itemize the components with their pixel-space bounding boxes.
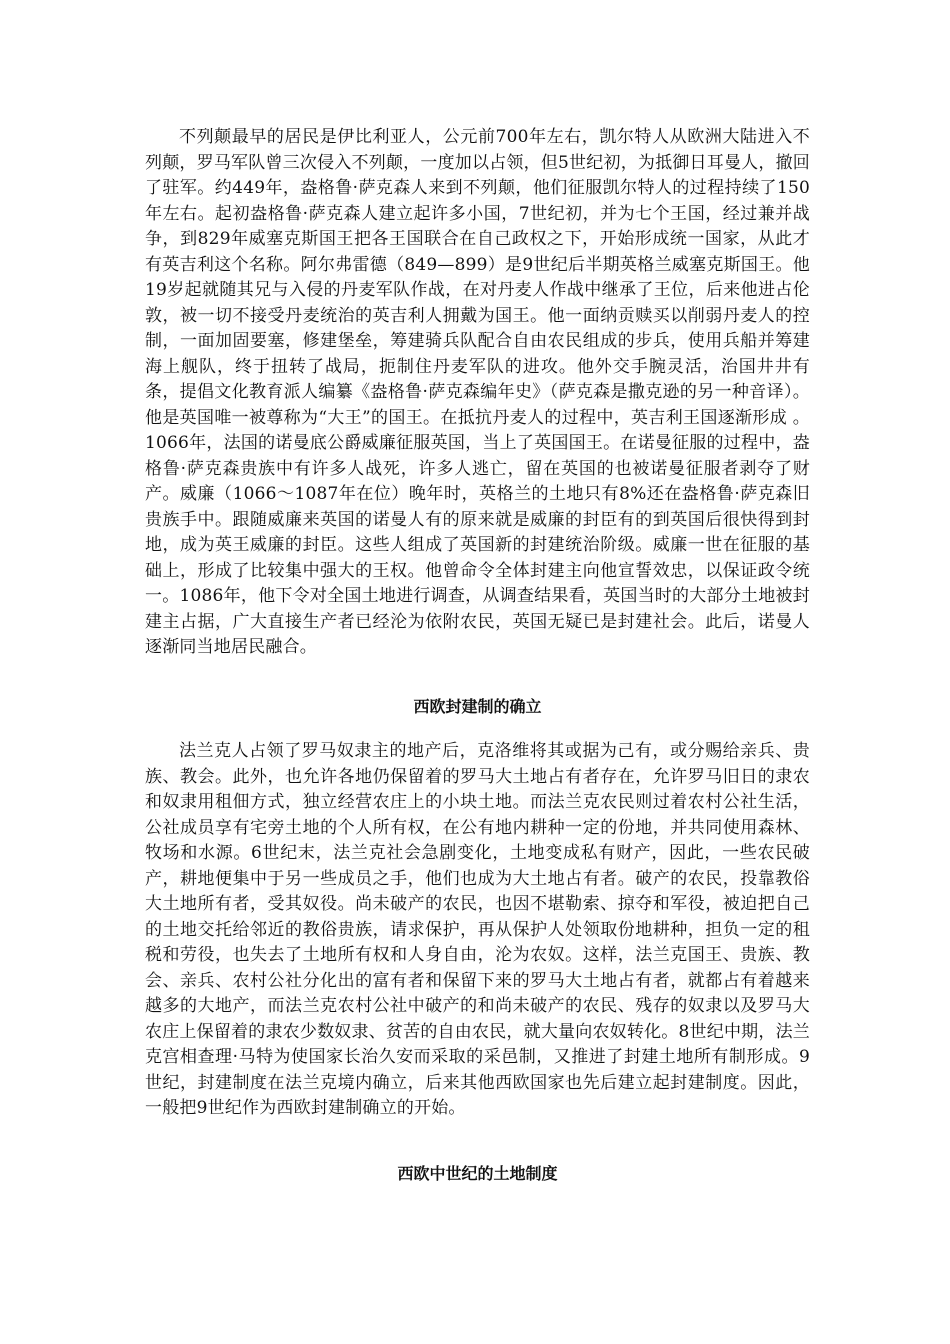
- section-heading-land-system: 西欧中世纪的土地制度: [397, 1164, 558, 1183]
- section-heading-feudalism-establishment: 西欧封建制的确立: [413, 697, 542, 716]
- paragraph-britain-history: 不列颠最早的居民是伊比利亚人，公元前700年左右，凯尔特人从欧洲大陆进入不列颠，罗马军队曾三次侵入不列颠，一度加以占领，但5世纪初，为抵御日耳曼人，撤回了驻军。约449年，盎格鲁·萨克森人来到不列颠，他们征服凯尔特人的过程持续了150年左右。起初盎格鲁·萨克森人建立起许多小国，7世纪初，并为七个王国，经过兼并战争，到829年威塞克斯国王把各王国联合在自己政权之下，开始形成统一国家，从此才有英吉利这个名称。阿尔弗雷德（849—899）是9世纪后半期英格兰威塞克斯国王。他19岁起就随其兄与入侵的丹麦军队作战，在对丹麦人作战中继承了王位，后来他进占伦敦，被一切不接受丹麦统治的英吉利人拥戴为国王。他一面纳贡赎买以削弱丹麦人的控制，一面加固要塞，修建堡垒，筹建骑兵队配合自由农民组成的步兵，使用兵船并筹建海上舰队，终于扭转了战局，扼制住丹麦军队的进攻。他外交手腕灵活，治国井井有条，提倡文化教育派人编纂《盎格鲁·萨克森编年史》（萨克森是撒克逊的另一种音译）。他是英国唯一被尊称为“大王”的国王。在抵抗丹麦人的过程中，英吉利王国逐渐形成 。1066年，法国的诺曼底公爵威廉征服英国，当上了英国国王。在诺曼征服的过程中，盎格鲁·萨克森贵族中有许多人战死，许多人逃亡，留在英国的也被诺曼征服者剥夺了财产。威廉（1066～1087年在位）晚年时，英格兰的土地只有8%还在盎格鲁·萨克森旧贵族手中。跟随威廉来英国的诺曼人有的原来就是威廉的封臣有的到英国后很快得到封地，成为英王威廉的封臣。这些人组成了英国新的封建统治阶级。威廉一世在征服的基础上，形成了比较集中强大的王权。他曾命令全体封建主向他宣誓效忠，以保证政令统一。1086年，他下令对全国土地进行调查，从调查结果看，英国当时的大部分土地被封建主占据，广大直接生产者已经沦为依附农民，英国无疑已是封建社会。此后，诺曼人逐渐同当地居民融合。: [145, 127, 810, 657]
- paragraph-frankish-feudalism: 法兰克人占领了罗马奴隶主的地产后，克洛维将其或据为己有，或分赐给亲兵、贵族、教会。此外，也允许各地仍保留着的罗马大土地占有者存在，允许罗马旧日的隶农和奴隶用租佃方式，独立经营农庄上的小块土地。而法兰克农民则过着农村公社生活，公社成员享有宅旁土地的个人所有权，在公有地内耕种一定的份地，并共同使用森林、牧场和水源。6世纪末，法兰克社会急剧变化，土地变成私有财产，因此，一些农民破产，耕地便集中于另一些成员之手，他们也成为大土地占有者。破产的农民，投靠教俗大土地所有者，受其奴役。尚未破产的农民，也因不堪勒索、掠夺和军役，被迫把自己的土地交托给邻近的教俗贵族，请求保护，再从保护人处领取份地耕种，担负一定的租税和劳役，也失去了土地所有权和人身自由，沦为农奴。这样，法兰克国王、贵族、教会、亲兵、农村公社分化出的富有者和保留下来的罗马大土地占有者，就都占有着越来越多的大地产，而法兰克农村公社中破产的和尚未破产的农民、残存的奴隶以及罗马大农庄上保留着的隶农少数奴隶、贫苦的自由农民，就大量向农奴转化。8世纪中期，法兰克宫相查理·马特为使国家长治久安而采取的采邑制，又推进了封建土地所有制形成。9世纪，封建制度在法兰克境内确立，后来其他西欧国家也先后建立起封建制度。因此，一般把9世纪作为西欧封建制确立的开始。: [145, 741, 810, 1118]
